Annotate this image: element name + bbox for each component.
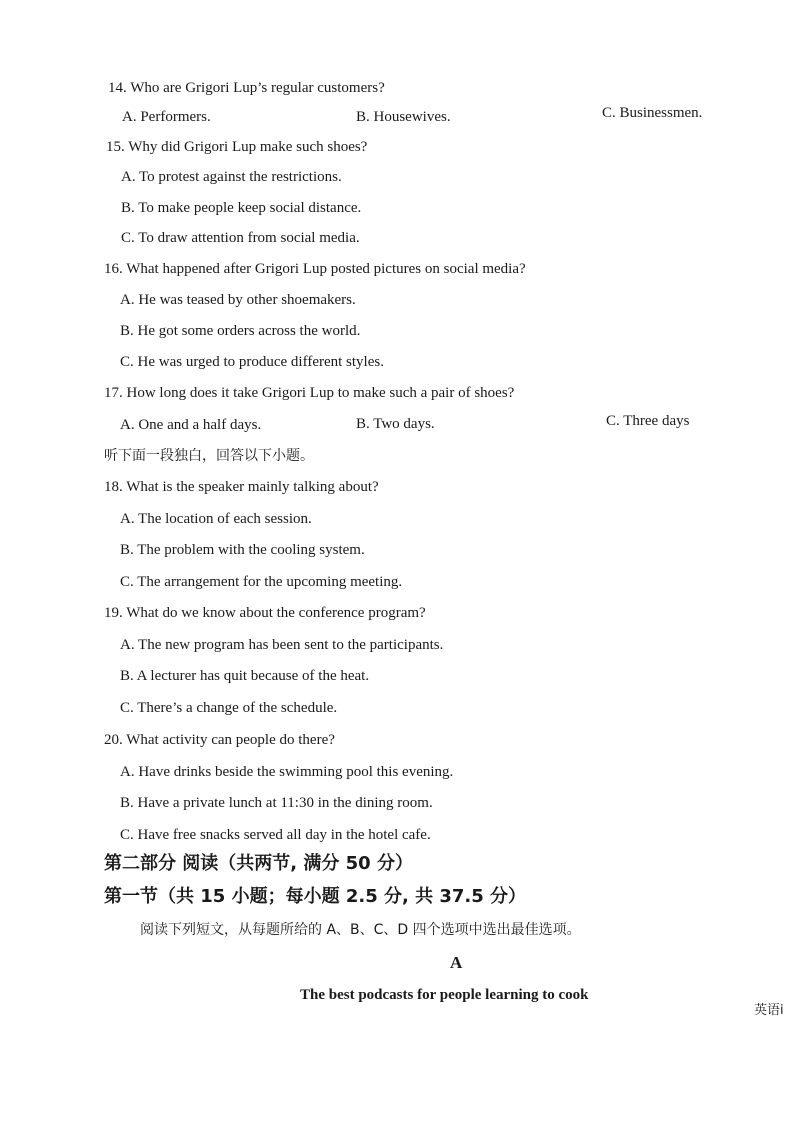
q15-option-c: C. To draw attention from social media. — [121, 230, 360, 246]
section-one-heading: 第一节（共 15 小题；每小题 2.5 分, 共 37.5 分） — [104, 886, 527, 907]
question-16: 16. What happened after Grigori Lup posted pictures on social media? — [104, 261, 526, 277]
q15-option-b: B. To make people keep social distance. — [121, 200, 362, 216]
q15-option-a: A. To protest against the restrictions. — [121, 169, 342, 185]
q18-option-a: A. The location of each session. — [120, 511, 312, 527]
q19-option-a: A. The new program has been sent to the participants. — [120, 637, 444, 653]
q20-option-c: C. Have free snacks served all day in the hotel cafe. — [120, 827, 431, 843]
question-14: 14. Who are Grigori Lup’s regular customers? — [108, 80, 385, 96]
q19-option-c: C. There’s a change of the schedule. — [120, 700, 338, 716]
footer-subject-label: 英语i — [754, 1003, 784, 1018]
q19-option-b: B. A lecturer has quit because of the heat. — [120, 668, 370, 684]
question-15: 15. Why did Grigori Lup make such shoes? — [106, 139, 368, 155]
passage-title: The best podcasts for people learning to cook — [300, 987, 589, 1003]
q14-option-b: B. Housewives. — [356, 109, 451, 125]
q14-option-c: C. Businessmen. — [602, 105, 703, 121]
monologue-instruction: 听下面一段独白，回答以下小题。 — [104, 448, 314, 464]
part-two-heading: 第二部分 阅读（共两节, 满分 50 分） — [104, 853, 413, 874]
question-20: 20. What activity can people do there? — [104, 732, 335, 748]
passage-letter: A — [450, 953, 463, 972]
q16-option-a: A. He was teased by other shoemakers. — [120, 292, 356, 308]
q16-option-b: B. He got some orders across the world. — [120, 323, 361, 339]
q14-option-a: A. Performers. — [122, 109, 211, 125]
reading-instruction: 阅读下列短文，从每题所给的 A、B、C、D 四个选项中选出最佳选项。 — [140, 922, 581, 938]
q18-option-b: B. The problem with the cooling system. — [120, 542, 365, 558]
q16-option-c: C. He was urged to produce different styles. — [120, 354, 384, 370]
q18-option-c: C. The arrangement for the upcoming meeting. — [120, 574, 403, 590]
q20-option-b: B. Have a private lunch at 11:30 in the dining room. — [120, 795, 433, 811]
q17-option-b: B. Two days. — [356, 416, 435, 432]
q17-option-c: C. Three days — [606, 413, 690, 429]
question-17: 17. How long does it take Grigori Lup to make such a pair of shoes? — [104, 385, 515, 401]
question-19: 19. What do we know about the conference program? — [104, 605, 426, 621]
q20-option-a: A. Have drinks beside the swimming pool this evening. — [120, 764, 454, 780]
question-18: 18. What is the speaker mainly talking about? — [104, 479, 379, 495]
q17-option-a: A. One and a half days. — [120, 417, 262, 433]
